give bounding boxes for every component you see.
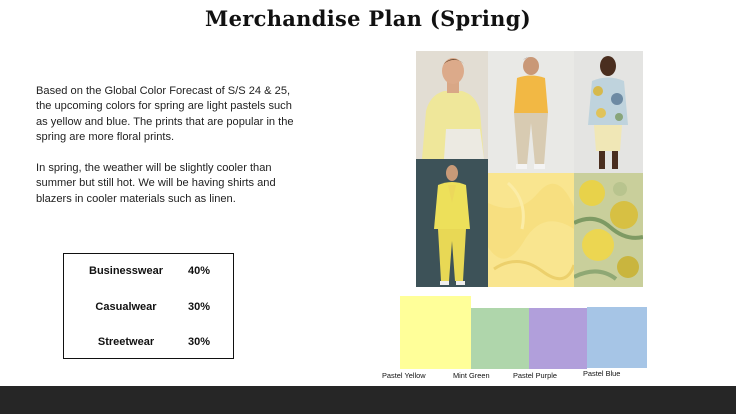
- category-label: Casualwear: [95, 301, 157, 313]
- yellow-shirt-khaki-pants-photo: [488, 51, 574, 173]
- footer-bar: [0, 386, 736, 414]
- pastel-blue-swatch: [587, 307, 647, 368]
- category-share: 30%: [188, 336, 211, 348]
- pastel-purple-swatch: [529, 308, 587, 369]
- swatch-label: Pastel Yellow: [382, 371, 426, 380]
- category-label: Businesswear: [89, 265, 163, 277]
- page-title: Merchandise Plan (Spring): [205, 6, 531, 31]
- yellow-floral-print-swatch-photo: [574, 173, 643, 287]
- color-forecast-paragraph: Based on the Global Color Forecast of S/S 24 & 25, the upcoming colors for spring are light pastels such as yellow and blue. The prints that are popular in the spring are more floral prints.: [36, 85, 294, 144]
- yellow-fabric-swatch-photo: [488, 173, 574, 287]
- mint-green-swatch: [471, 308, 529, 369]
- category-share: 30%: [188, 301, 211, 313]
- floral-print-shirt-photo: [574, 51, 643, 173]
- season-weather-paragraph: In spring, the weather will be slightly cooler than summer but still hot. We will be having shirts and blazers in cooler materials such as linen.: [36, 162, 276, 205]
- swatch-label: Pastel Purple: [513, 371, 557, 380]
- category-label: Streetwear: [97, 336, 155, 348]
- swatch-label: Mint Green: [453, 371, 490, 380]
- yellow-colorblock-shirt-photo: [416, 51, 488, 159]
- mood-board-collage: [416, 51, 643, 287]
- category-share: 40%: [188, 265, 211, 277]
- category-mix-table: [63, 253, 234, 359]
- pastel-yellow-swatch: [400, 296, 471, 369]
- yellow-double-breasted-suit-photo: [416, 159, 488, 287]
- swatch-label: Pastel Blue: [583, 369, 621, 378]
